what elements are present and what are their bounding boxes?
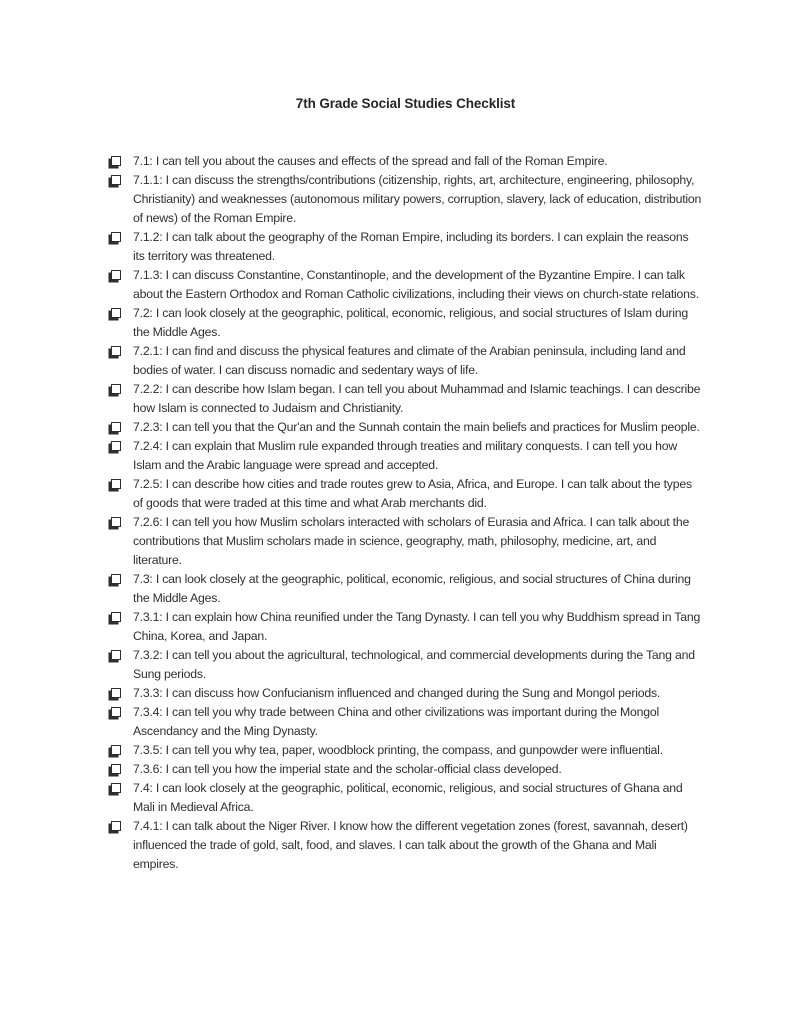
shadowed-checkbox-icon: [111, 745, 121, 755]
checkbox-column: [108, 608, 133, 622]
checklist-item: [108, 152, 703, 171]
checklist-item-text: 7.2.6: I can tell you how Muslim scholars interacted with scholars of Eurasia and Africa. I can talk about the contributions that Muslim scholars made in science, geography, math, philosophy, medicine, art, and literature.: [133, 515, 690, 567]
checklist-item: [108, 684, 703, 703]
checkbox-column: [108, 570, 133, 584]
shadowed-checkbox-icon: [111, 232, 121, 242]
shadowed-checkbox-icon: [111, 650, 121, 660]
checkbox-column: [108, 304, 133, 318]
shadowed-checkbox-icon: [111, 422, 121, 432]
checklist-item-text: 7.4.1: I can talk about the Niger River. I know how the different vegetation zones (forest, savannah, desert) influenced the trade of gold, salt, food, and slaves. I can talk about the growth of the Ghana and Mali empires.: [133, 819, 688, 871]
checklist-item-text: 7.3.6: I can tell you how the imperial state and the scholar-official class developed.: [133, 762, 562, 776]
checklist-item: [108, 475, 703, 513]
checklist-item-text: 7.4: I can look closely at the geographic, political, economic, religious, and social structures of Ghana and Mali in Medieval Africa.: [133, 781, 683, 814]
shadowed-checkbox-icon: [111, 384, 121, 394]
shadowed-checkbox-icon: [111, 612, 121, 622]
checklist-item: [108, 304, 703, 342]
checklist-item: [108, 703, 703, 741]
checkbox-column: [108, 779, 133, 793]
checkbox-column: [108, 342, 133, 356]
checkbox-column: [108, 171, 133, 185]
checklist-item: [108, 608, 703, 646]
checklist-item: [108, 741, 703, 760]
checklist-item: [108, 437, 703, 475]
checklist-item-text: 7.3.4: I can tell you why trade between China and other civilizations was important during the Mongol Ascendancy and the Ming Dynasty.: [133, 705, 659, 738]
checklist-item: [108, 646, 703, 684]
checklist-item: [108, 342, 703, 380]
checklist-item-text: 7.2.4: I can explain that Muslim rule expanded through treaties and military conquests. I can tell you how Islam and the Arabic language were spread and accepted.: [133, 439, 678, 472]
shadowed-checkbox-icon: [111, 441, 121, 451]
shadowed-checkbox-icon: [111, 156, 121, 166]
checkbox-column: [108, 513, 133, 527]
checklist-item-text: 7.2: I can look closely at the geographic, political, economic, religious, and social structures of Islam during the Middle Ages.: [133, 306, 688, 339]
checklist-item-text: 7.1.1: I can discuss the strengths/contributions (citizenship, rights, art, architecture, engineering, philosophy, Christianity) and weaknesses (autonomous military powers, corruption, slavery, lack of education, distribution of news) of the Roman Empire.: [133, 173, 702, 225]
shadowed-checkbox-icon: [111, 707, 121, 717]
shadowed-checkbox-icon: [111, 346, 121, 356]
checklist-item-text: 7.2.1: I can find and discuss the physical features and climate of the Arabian peninsula, including land and bodies of water. I can discuss nomadic and sedentary ways of life.: [133, 344, 686, 377]
shadowed-checkbox-icon: [111, 688, 121, 698]
checkbox-column: [108, 684, 133, 698]
checklist-item: [108, 779, 703, 817]
checkbox-column: [108, 437, 133, 451]
checklist-item: [108, 266, 703, 304]
shadowed-checkbox-icon: [111, 479, 121, 489]
checkbox-column: [108, 646, 133, 660]
checklist-item: [108, 817, 703, 874]
checklist-item-text: 7.2.3: I can tell you that the Qur'an and the Sunnah contain the main beliefs and practices for Muslim people.: [133, 420, 700, 434]
shadowed-checkbox-icon: [111, 517, 121, 527]
checkbox-column: [108, 817, 133, 831]
checklist-item: [108, 570, 703, 608]
page-title: 7th Grade Social Studies Checklist: [295, 96, 516, 111]
checkbox-column: [108, 380, 133, 394]
checklist-item: [108, 760, 703, 779]
checkbox-column: [108, 418, 133, 432]
checklist-item: [108, 418, 703, 437]
checklist: [108, 152, 703, 874]
shadowed-checkbox-icon: [111, 764, 121, 774]
checklist-item-text: 7.1: I can tell you about the causes and effects of the spread and fall of the Roman Empire.: [133, 154, 608, 168]
checklist-item-text: 7.1.2: I can talk about the geography of the Roman Empire, including its borders. I can explain the reasons its territory was threatened.: [133, 230, 689, 263]
checklist-item-text: 7.3.2: I can tell you about the agricultural, technological, and commercial developments during the Tang and Sung periods.: [133, 648, 695, 681]
checklist-item-text: 7.1.3: I can discuss Constantine, Constantinople, and the development of the Byzantine Empire. I can talk about the Eastern Orthodox and Roman Catholic civilizations, including their views on church-state relations.: [133, 268, 699, 301]
checklist-item: [108, 380, 703, 418]
checklist-item-text: 7.3.1: I can explain how China reunified under the Tang Dynasty. I can tell you why Buddhism spread in Tang China, Korea, and Japan.: [133, 610, 701, 643]
shadowed-checkbox-icon: [111, 270, 121, 280]
checkbox-column: [108, 266, 133, 280]
checklist-item-text: 7.2.2: I can describe how Islam began. I can tell you about Muhammad and Islamic teachings. I can describe how Islam is connected to Judaism and Christianity.: [133, 382, 701, 415]
checkbox-column: [108, 475, 133, 489]
checklist-item: [108, 228, 703, 266]
checklist-item-text: 7.3.3: I can discuss how Confucianism influenced and changed during the Sung and Mongol periods.: [133, 686, 661, 700]
shadowed-checkbox-icon: [111, 308, 121, 318]
shadowed-checkbox-icon: [111, 821, 121, 831]
checklist-item-text: 7.3: I can look closely at the geographic, political, economic, religious, and social structures of China during the Middle Ages.: [133, 572, 691, 605]
checkbox-column: [108, 760, 133, 774]
checklist-item: [108, 171, 703, 228]
checkbox-column: [108, 703, 133, 717]
shadowed-checkbox-icon: [111, 175, 121, 185]
checklist-item-text: 7.2.5: I can describe how cities and trade routes grew to Asia, Africa, and Europe. I can talk about the types of goods that were traded at this time and what Arab merchants did.: [133, 477, 692, 510]
checkbox-column: [108, 152, 133, 166]
shadowed-checkbox-icon: [111, 783, 121, 793]
checkbox-column: [108, 741, 133, 755]
shadowed-checkbox-icon: [111, 574, 121, 584]
checklist-item-text: 7.3.5: I can tell you why tea, paper, woodblock printing, the compass, and gunpowder were influential.: [133, 743, 663, 757]
checkbox-column: [108, 228, 133, 242]
checklist-item: [108, 513, 703, 570]
